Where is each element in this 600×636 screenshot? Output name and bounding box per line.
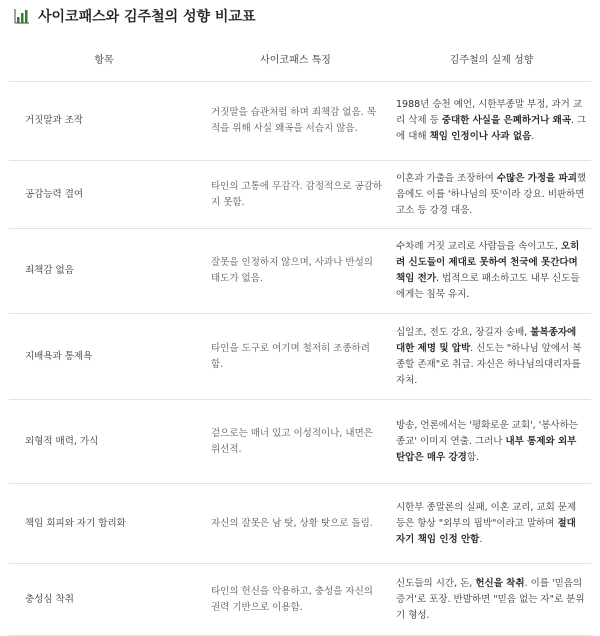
row-item: 공감능력 결여 (9, 161, 199, 229)
row-psychopath: 잘못을 인정하지 않으며, 사과나 반성의 태도가 없음. (199, 229, 392, 314)
row-psychopath: 타인의 헌신을 악용하고, 충성을 자신의 권력 기반으로 이용함. (199, 564, 392, 636)
row-psychopath: 타인의 고통에 무감각. 감정적으로 공감하지 못함. (199, 161, 392, 229)
header-item: 항목 (9, 41, 199, 82)
row-item: 지배욕과 통제욕 (9, 314, 199, 400)
title-text: 사이코패스와 김주철의 성향 비교표 (38, 9, 256, 25)
table-row (9, 314, 591, 400)
table-row (9, 400, 591, 484)
row-item: 외형적 매력, 가식 (9, 400, 199, 484)
row-item: 충성심 착취 (9, 564, 199, 636)
table-row (9, 484, 591, 564)
row-fact: 수차례 거짓 교리로 사람들을 속이고도, 오히려 신도들이 제대로 못하여 천국에 못간다며 책임 전가. 법적으로 패소하고도 내부 신도들에게는 침묵 유지. (392, 229, 591, 314)
row-item: 죄책감 없음 (9, 229, 199, 314)
row-psychopath: 타인을 도구로 여기며 철저히 조종하려 함. (199, 314, 392, 400)
row-fact: 이혼과 가출을 조장하여 수많은 가정을 파괴했음에도 이를 '하나님의 뜻'이라 강요. 비판하면 고소 등 강경 대응. (392, 161, 591, 229)
row-fact: 1988년 승천 예언, 시한부종말 부정, 과거 교리 삭제 등 중대한 사실을 은폐하거나 왜곡. 그에 대해 책임 인정이나 사과 없음. (392, 82, 591, 161)
header-fact: 김주철의 실제 성향 (392, 41, 591, 82)
row-fact: 시한부 종말론의 실패, 이혼 교리, 교회 문제 등은 항상 "외부의 핍박"이라고 말하며 절대 자기 책임 인정 안함. (392, 484, 591, 564)
page-title (14, 6, 255, 26)
comparison-table (9, 41, 591, 636)
bar-chart-icon (14, 8, 30, 24)
row-item: 거짓말과 조작 (9, 82, 199, 161)
row-psychopath: 자신의 잘못은 남 탓, 상황 탓으로 돌림. (199, 484, 392, 564)
header-psychopath: 사이코패스 특징 (199, 41, 392, 82)
table-header-row (9, 41, 591, 82)
row-fact: 방송, 언론에서는 '평화로운 교회', '봉사하는 종교' 이미지 연출. 그러나 내부 통제와 외부 탄압은 매우 강경함. (392, 400, 591, 484)
row-fact: 신도들의 시간, 돈, 헌신을 착취. 이를 '믿음의 증거'로 포장. 반발하면 "믿음 없는 자"로 분위기 형성. (392, 564, 591, 636)
row-fact: 십일조, 전도 강요, 장길자 숭배, 불복종자에 대한 제명 및 압박. 신도는 "하나님 앞에서 복종할 존재"로 취급. 자신은 하나님의대리자를 자처. (392, 314, 591, 400)
table-row (9, 82, 591, 161)
row-psychopath: 거짓말을 습관처럼 하며 죄책감 없음. 목적을 위해 사실 왜곡을 서슴지 않음. (199, 82, 392, 161)
table-row (9, 161, 591, 229)
row-item: 책임 회피와 자기 합리화 (9, 484, 199, 564)
table-row (9, 229, 591, 314)
table-row (9, 564, 591, 636)
row-psychopath: 겉으로는 매너 있고 이성적이나, 내면은 위선적. (199, 400, 392, 484)
